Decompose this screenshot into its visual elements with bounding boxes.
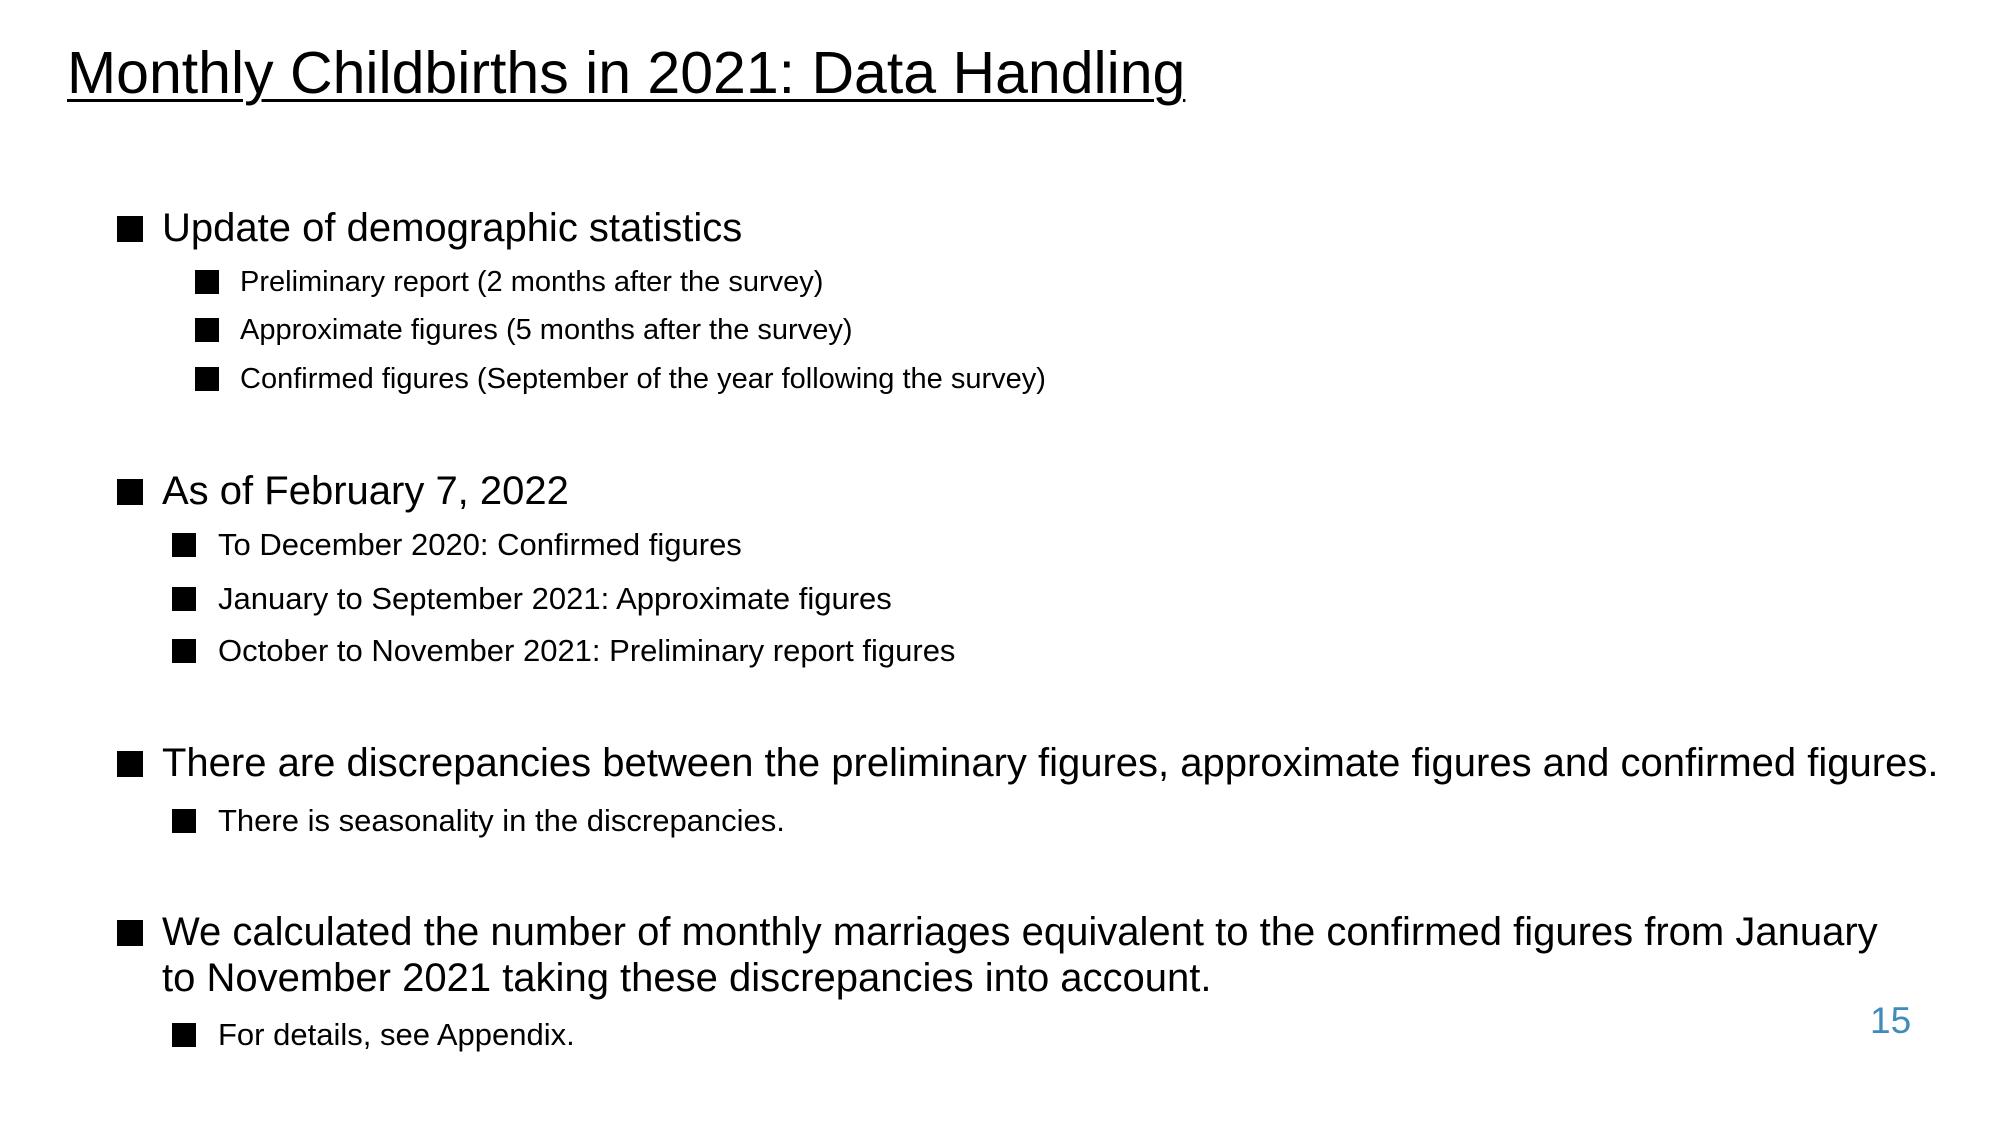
- bullet-item-discrepancies: [117, 740, 1938, 786]
- sub-bullet-text: January to September 2021: Approximate figures: [218, 581, 892, 616]
- sub-bullet-item: [195, 312, 852, 348]
- sub-bullet-item: [172, 1017, 575, 1053]
- slide-title: Monthly Childbirths in 2021: Data Handling: [67, 40, 1186, 106]
- square-bullet-icon: [172, 809, 196, 833]
- bullet-text: There are discrepancies between the preliminary figures, approximate figures and confirmed figures.: [162, 741, 1939, 785]
- square-bullet-icon: [172, 639, 196, 663]
- square-bullet-icon: [117, 920, 143, 946]
- sub-bullet-item: [195, 264, 823, 300]
- sub-bullet-text: Confirmed figures (September of the year following the survey): [240, 363, 1046, 395]
- bullet-item-calculation: [117, 909, 1922, 1001]
- sub-bullet-item: [172, 633, 955, 669]
- bullet-text: We calculated the number of monthly marriages equivalent to the confirmed figures from January to November 2021 taking these discrepancies into account.: [162, 910, 1878, 1000]
- bullet-item-as-of-date: [117, 468, 569, 514]
- square-bullet-icon: [117, 751, 143, 777]
- sub-bullet-text: For details, see Appendix.: [218, 1017, 575, 1052]
- sub-bullet-text: Preliminary report (2 months after the survey): [240, 266, 824, 298]
- sub-bullet-text: October to November 2021: Preliminary report figures: [218, 633, 956, 668]
- sub-bullet-text: Approximate figures (5 months after the survey): [240, 314, 853, 346]
- bullet-item-update-statistics: [117, 205, 742, 251]
- sub-bullet-item: [172, 803, 785, 839]
- square-bullet-icon: [172, 1023, 196, 1047]
- square-bullet-icon: [117, 479, 143, 505]
- page-number: 15: [1870, 1000, 1912, 1041]
- bullet-text: As of February 7, 2022: [162, 469, 569, 513]
- bullet-text: Update of demographic statistics: [162, 206, 743, 250]
- sub-bullet-text: To December 2020: Confirmed figures: [218, 527, 742, 562]
- square-bullet-icon: [195, 270, 219, 294]
- square-bullet-icon: [195, 367, 219, 391]
- sub-bullet-text: There is seasonality in the discrepancies.: [218, 803, 785, 838]
- square-bullet-icon: [195, 318, 219, 342]
- sub-bullet-item: [195, 361, 1046, 397]
- square-bullet-icon: [117, 216, 143, 242]
- square-bullet-icon: [172, 533, 196, 557]
- square-bullet-icon: [172, 587, 196, 611]
- sub-bullet-item: [172, 581, 892, 617]
- sub-bullet-item: [172, 527, 742, 563]
